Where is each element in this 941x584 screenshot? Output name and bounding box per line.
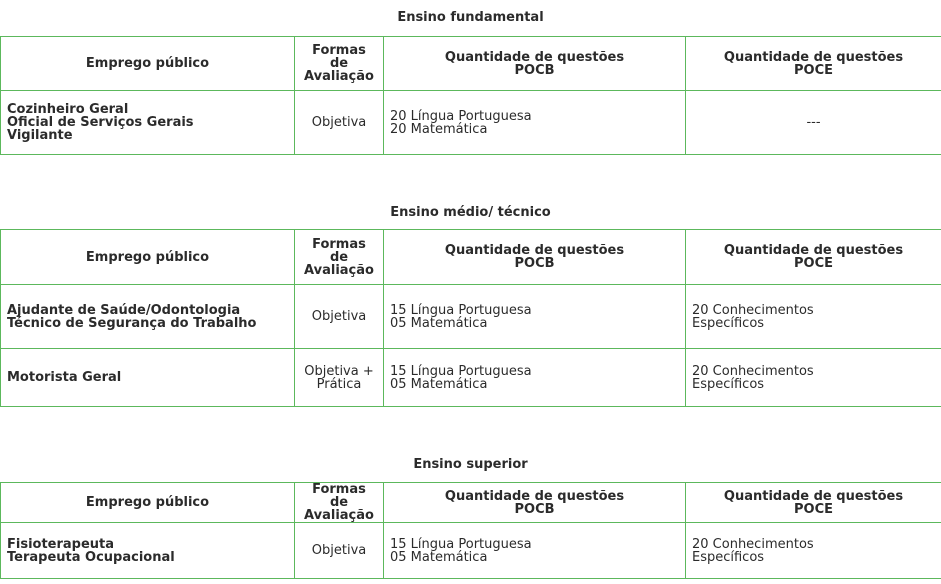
header-emprego: Emprego público <box>1 483 295 523</box>
table-header-row <box>1 483 941 523</box>
poce-cell: --- <box>686 91 941 155</box>
pocb-cell: 15 Língua Portuguesa 05 Matemática <box>384 523 686 579</box>
emprego-cell: Cozinheiro Geral Oficial de Serviços Gerais Vigilante <box>1 91 295 155</box>
header-pocb: Quantidade de questões POCB <box>384 483 686 523</box>
header-pocb: Quantidade de questões POCB <box>384 230 686 285</box>
table-row <box>1 285 941 349</box>
table-medio <box>0 229 941 407</box>
section-title-superior: Ensino superior <box>413 457 528 472</box>
table-fundamental <box>0 36 941 155</box>
header-emprego: Emprego público <box>1 230 295 285</box>
header-formas: Formas de Avaliação <box>295 37 384 91</box>
emprego-cell: Motorista Geral <box>1 349 295 407</box>
poce-cell: 20 Conhecimentos Específicos <box>686 285 941 349</box>
table-header-row <box>1 37 941 91</box>
forma-cell: Objetiva + Prática <box>295 349 384 407</box>
table-header-row <box>1 230 941 285</box>
pocb-cell: 15 Língua Portuguesa 05 Matemática <box>384 349 686 407</box>
header-poce: Quantidade de questões POCE <box>686 37 941 91</box>
emprego-cell: Ajudante de Saúde/Odontologia Técnico de Segurança do Trabalho <box>1 285 295 349</box>
section-title-medio: Ensino médio/ técnico <box>390 205 551 220</box>
table-row <box>1 349 941 407</box>
header-formas: Formas de Avaliação <box>295 230 384 285</box>
poce-cell: 20 Conhecimentos Específicos <box>686 349 941 407</box>
header-emprego: Emprego público <box>1 37 295 91</box>
emprego-cell: Fisioterapeuta Terapeuta Ocupacional <box>1 523 295 579</box>
forma-cell: Objetiva <box>295 285 384 349</box>
header-poce: Quantidade de questões POCE <box>686 483 941 523</box>
forma-cell: Objetiva <box>295 91 384 155</box>
pocb-cell: 15 Língua Portuguesa 05 Matemática <box>384 285 686 349</box>
header-poce: Quantidade de questões POCE <box>686 230 941 285</box>
forma-cell: Objetiva <box>295 523 384 579</box>
section-title-fundamental: Ensino fundamental <box>397 10 544 25</box>
table-superior <box>0 482 941 579</box>
header-formas: Formas de Avaliação <box>295 483 384 523</box>
poce-cell: 20 Conhecimentos Específicos <box>686 523 941 579</box>
table-row <box>1 91 941 155</box>
pocb-cell: 20 Língua Portuguesa 20 Matemática <box>384 91 686 155</box>
header-pocb: Quantidade de questões POCB <box>384 37 686 91</box>
table-row <box>1 523 941 579</box>
